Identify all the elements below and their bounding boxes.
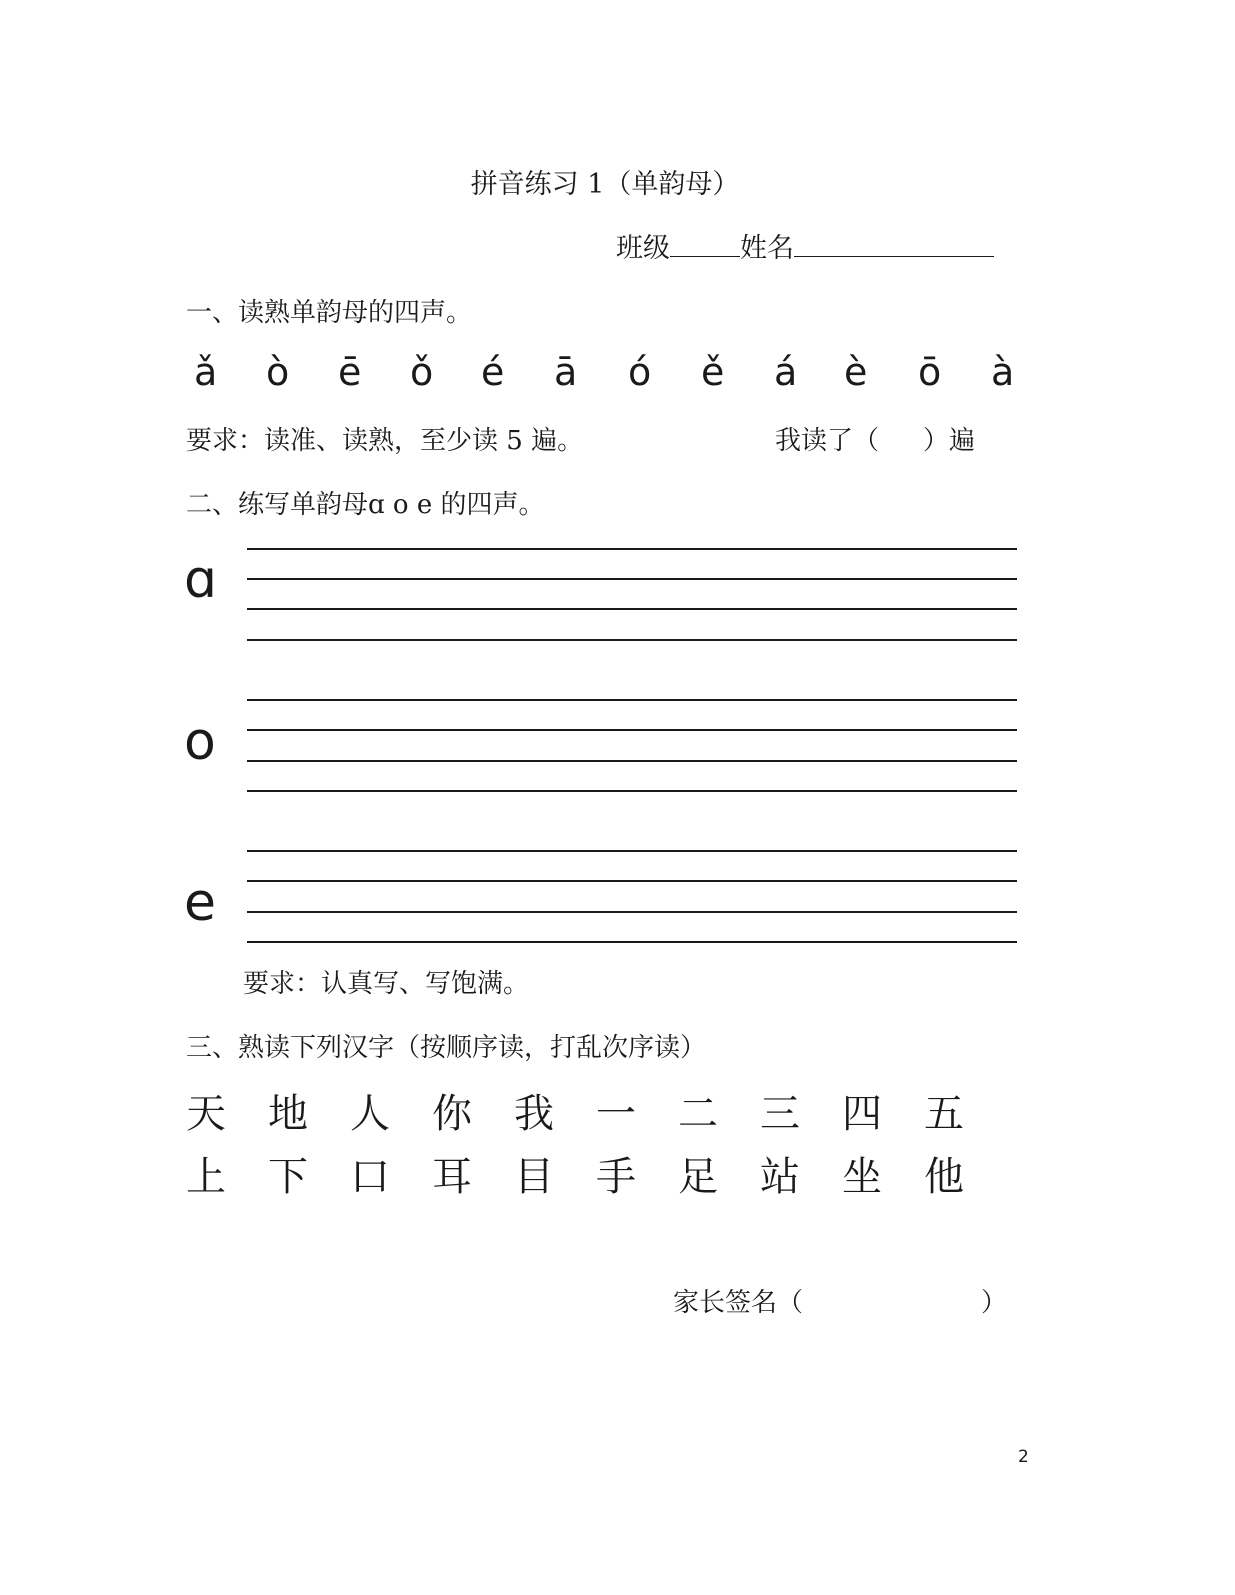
tone-mark: à: [991, 350, 1015, 394]
hanzi-char: 三: [760, 1091, 800, 1137]
page-number: 2: [1018, 1447, 1029, 1467]
hanzi-char: 上: [186, 1154, 226, 1200]
tone-mark: ě: [701, 350, 725, 394]
writing-line[interactable]: [247, 578, 1017, 580]
section2-heading: 二、练写单韵母ɑ o e 的四声。: [186, 490, 545, 520]
hanzi-char: 我: [514, 1091, 554, 1137]
section2-requirement: 要求：认真写、写饱满。: [243, 969, 530, 999]
read-count-suffix: ）遍: [923, 426, 976, 456]
tone-mark: è: [844, 350, 868, 394]
read-count: [775, 420, 975, 457]
tone-mark: ē: [338, 350, 362, 394]
writing-line[interactable]: [247, 729, 1017, 731]
hanzi-char: 人: [350, 1091, 390, 1137]
writing-line[interactable]: [247, 608, 1017, 610]
tone-mark: é: [481, 350, 505, 394]
writing-line[interactable]: [247, 850, 1017, 852]
hanzi-char: 足: [678, 1154, 718, 1200]
letter-o: o: [184, 712, 216, 772]
read-count-prefix: 我读了（: [775, 426, 880, 456]
hanzi-char: 二: [678, 1091, 718, 1137]
class-blank[interactable]: [670, 228, 740, 257]
letter-a: ɑ: [184, 550, 218, 610]
hanzi-char: 目: [514, 1154, 554, 1200]
class-name-line: [616, 226, 994, 265]
hanzi-char: 四: [842, 1091, 882, 1137]
tone-mark: ǎ: [194, 350, 218, 394]
tone-mark: ā: [554, 350, 578, 394]
hanzi-char: 坐: [842, 1154, 882, 1200]
hanzi-char: 五: [924, 1091, 964, 1137]
hanzi-char: 口: [350, 1154, 390, 1200]
hanzi-char: 一: [596, 1091, 636, 1137]
writing-line[interactable]: [247, 548, 1017, 550]
parent-signature-suffix: ）: [981, 1288, 1008, 1318]
tone-row: [186, 350, 1026, 402]
writing-line[interactable]: [247, 941, 1017, 943]
parent-signature-prefix: 家长签名（: [673, 1288, 804, 1318]
hanzi-char: 天: [186, 1091, 226, 1137]
section1-heading: 一、读熟单韵母的四声。: [186, 298, 473, 328]
class-label: 班级: [616, 233, 670, 264]
letter-e: e: [184, 873, 216, 933]
writing-line[interactable]: [247, 911, 1017, 913]
writing-line[interactable]: [247, 699, 1017, 701]
writing-line[interactable]: [247, 639, 1017, 641]
tone-mark: ó: [628, 350, 652, 394]
page-title: 拼音练习 1（单韵母）: [470, 169, 740, 200]
writing-line[interactable]: [247, 880, 1017, 882]
hanzi-char: 地: [268, 1091, 308, 1137]
hanzi-row-1: [186, 1082, 1006, 1138]
hanzi-char: 耳: [432, 1154, 472, 1200]
name-label: 姓名: [740, 233, 794, 264]
tone-mark: ò: [266, 350, 290, 394]
writing-line[interactable]: [247, 760, 1017, 762]
section1-requirement: 要求：读准、读熟，至少读 5 遍。: [186, 426, 584, 456]
tone-mark: á: [774, 350, 798, 394]
hanzi-char: 下: [268, 1154, 308, 1200]
section3-heading: 三、熟读下列汉字（按顺序读，打乱次序读）: [186, 1033, 707, 1063]
tone-mark: ō: [918, 350, 942, 394]
parent-signature: [673, 1282, 1007, 1319]
hanzi-char: 他: [924, 1154, 964, 1200]
hanzi-char: 你: [432, 1091, 472, 1137]
writing-line[interactable]: [247, 790, 1017, 792]
hanzi-char: 站: [760, 1154, 800, 1200]
name-blank[interactable]: [794, 228, 994, 257]
tone-mark: ǒ: [410, 350, 434, 394]
hanzi-row-2: [186, 1145, 1006, 1201]
hanzi-char: 手: [596, 1154, 636, 1200]
